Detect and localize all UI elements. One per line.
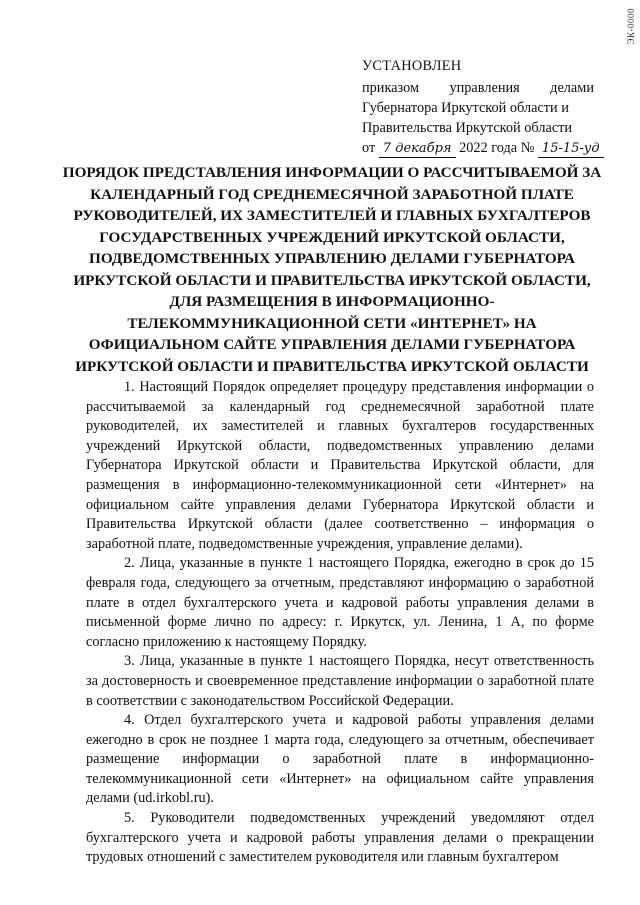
- approval-word-1: приказом: [362, 80, 420, 96]
- document-body: [86, 378, 594, 868]
- approval-line-1: [362, 78, 594, 98]
- approval-line-2: Губернатора Иркутской области и: [362, 100, 569, 116]
- paragraph-2: 2. Лица, указанные в пункте 1 настоящего Порядка, ежегодно в срок до 15 февраля года, следующего за отчетным, представляют информацию о заработной плате в отдел бухгалтерского учета и кадровой работы управления делами в письменной форме лично по адресу: г. Иркутск, ул. Ленина, 1 А, по форме согласно приложению к настоящему Порядку.: [86, 555, 594, 650]
- document-heading: ПОРЯДОК ПРЕДСТАВЛЕНИЯ ИНФОРМАЦИИ О РАССЧИТЫВАЕМОЙ ЗА КАЛЕНДАРНЫЙ ГОД СРЕДНЕМЕСЯЧНОЙ ЗАРАБОТНОЙ ПЛАТЕ РУКОВОДИТЕЛЕЙ, ИХ ЗАМЕСТИТЕЛЕЙ И ГЛАВНЫХ БУХГАЛТЕРОВ ГОСУДАРСТВЕННЫХ УЧРЕЖДЕНИЙ ИРКУТСКОЙ ОБЛАСТИ, ПОДВЕДОМСТВЕННЫХ УПРАВЛЕНИЮ ДЕЛАМИ ГУБЕРНАТОРА ИРКУТСКОЙ ОБЛАСТИ И ПРАВИТЕЛЬСТВА ИРКУТСКОЙ ОБЛАСТИ, ДЛЯ РАЗМЕЩЕНИЯ В ИНФОРМАЦИОННО-ТЕЛЕКОММУНИКАЦИОННОЙ СЕТИ «ИНТЕРНЕТ» НА ОФИЦИАЛЬНОМ САЙТЕ УПРАВЛЕНИЯ ДЕЛАМИ ГУБЕРНАТОРА ИРКУТСКОЙ ОБЛАСТИ И ПРАВИТЕЛЬСТВА ИРКУТСКОЙ ОБЛАСТИ: [62, 164, 602, 375]
- paragraph-5: 5. Руководители подведомственных учреждений уведомляют отдел бухгалтерского учета и кадровой работы управления делами о прекращении трудовых отношений с заместителем руководителя или главным бухгалтером: [86, 810, 594, 866]
- handwritten-order-number: 15-15-уд: [538, 141, 604, 158]
- approval-word-3: делами: [550, 80, 594, 96]
- paragraph-3: 3. Лица, указанные в пункте 1 настоящего Порядка, несут ответственность за достоверность и своевременное представление информации о заработной плате в соответствии с законодательством Российской Федерации.: [86, 653, 594, 709]
- paragraph-1: 1. Настоящий Порядок определяет процедуру представления информации о рассчитываемой за календарный год среднемесячной заработной плате руководителей, их заместителей и главных бухгалтеров государственных учреждений Иркутской области, подведомственных управлению делами Губернатора Иркутской области и Правительства Иркутской области, для размещения в информационно-телекоммуникационной сети «Интернет» на официальном сайте управления делами Губернатора Иркутской области и Правительства Иркутской области (далее соответственно – информация о заработной плате, подведомственные учреждения, управление делами).: [86, 379, 594, 552]
- handwritten-date: 7 декабря: [379, 141, 456, 158]
- date-prefix: от: [362, 140, 376, 156]
- side-registration-mark: ЭК-0000: [626, 8, 636, 45]
- approval-title: УСТАНОВЛЕН: [362, 58, 462, 74]
- approval-stamp-block: [362, 56, 600, 158]
- date-middle: 2022 года №: [459, 140, 535, 156]
- approval-word-2: управления: [449, 80, 520, 96]
- approval-line-3: Правительства Иркутской области: [362, 120, 573, 136]
- approval-date-line: [362, 138, 600, 158]
- paragraph-4: 4. Отдел бухгалтерского учета и кадровой работы управления делами ежегодно в срок не позднее 1 марта года, следующего за отчетным, обеспечивает размещение информации о заработной плате в информационно-телекоммуникационной сети «Интернет» на официальном сайте управления делами (ud.irkobl.ru).: [86, 712, 594, 807]
